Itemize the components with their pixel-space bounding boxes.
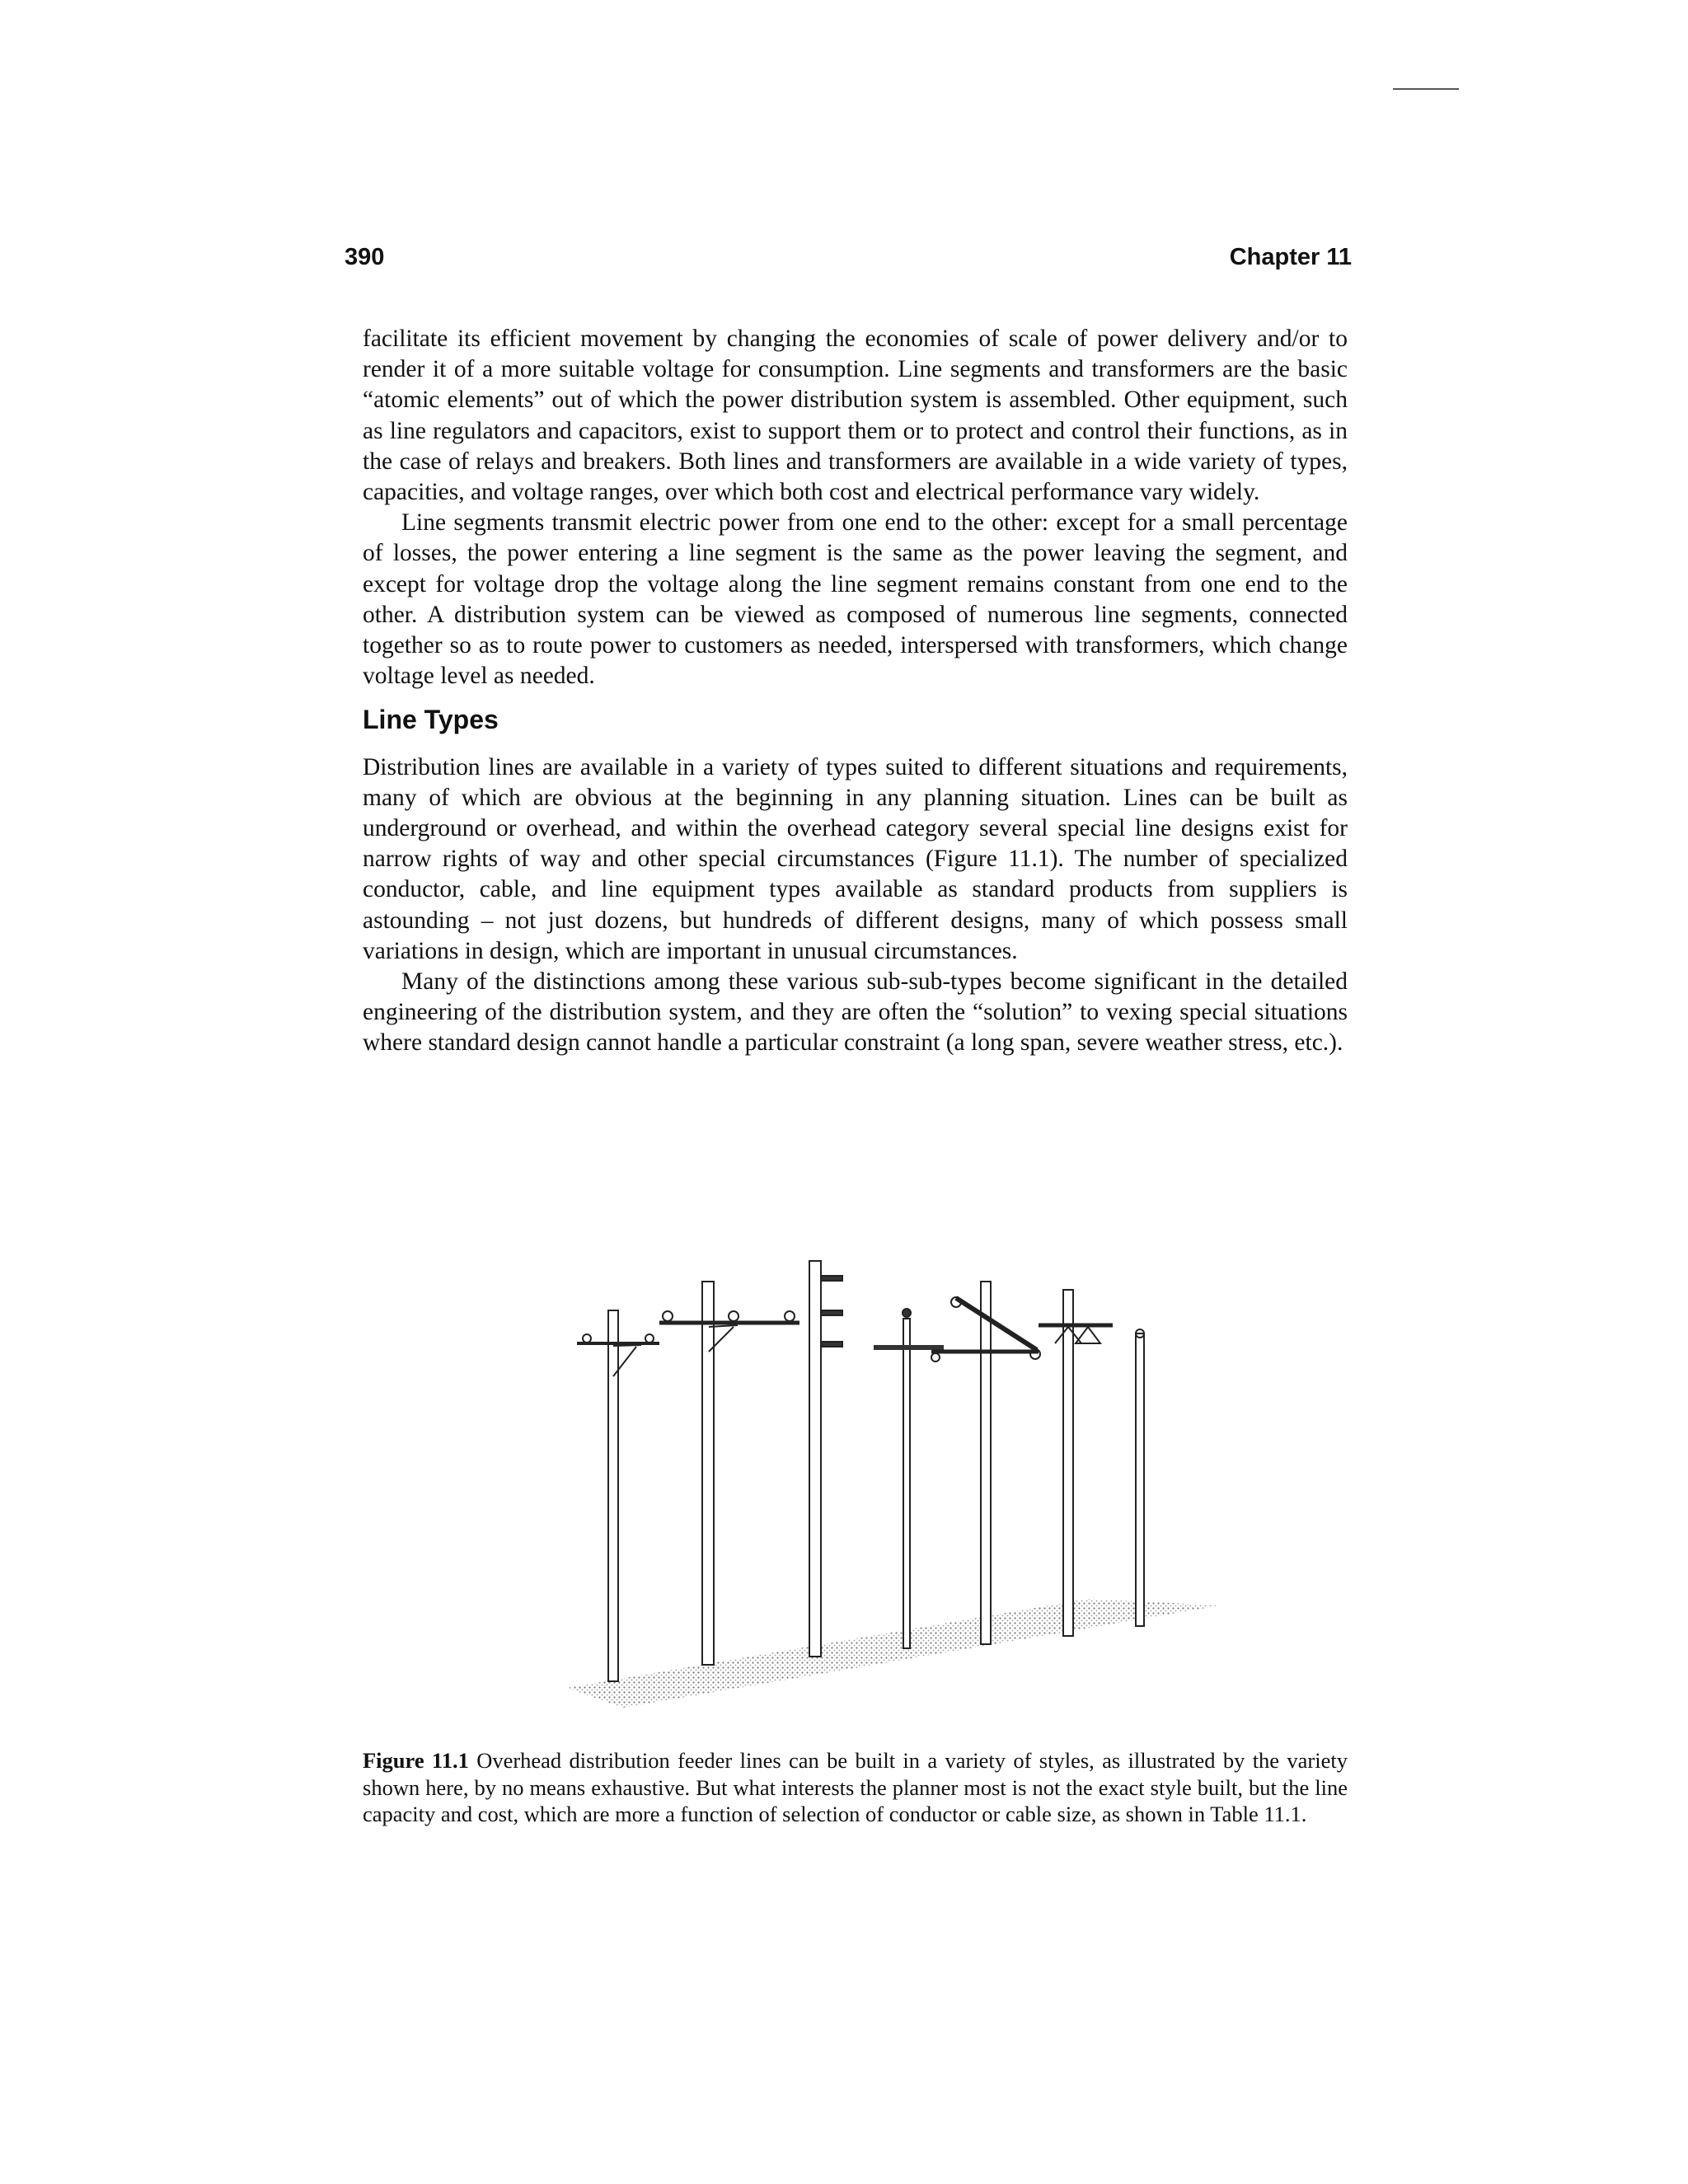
- paragraph-4: Many of the distinctions among these various sub-sub-types become significant in the detailed engineering of the distribution system, and they are often the “solution” to vexing special situations where standard design cannot handle a particular constraint (a long span, severe weather stress, etc.).: [363, 968, 1348, 1057]
- pole-5: [931, 1282, 1040, 1644]
- poles-illustration: [544, 1236, 1245, 1722]
- pole-4: [874, 1309, 944, 1648]
- pole-3: [809, 1261, 842, 1657]
- figure-caption: [363, 1747, 1348, 1828]
- page-number: 390: [345, 244, 385, 270]
- body-text: [363, 324, 1348, 1059]
- paragraph-3: Distribution lines are available in a variety of types suited to different situations and requirements, many of which are obvious at the beginning in any planning situation. Lines can be built as underground or overhead, and within the overhead category several special line designs exist for narrow rights of way and other special circumstances (Figure 11.1). The number of specialized conductor, cable, and line equipment types available as standard products from suppliers is astounding – not just dozens, but hundreds of different designs, many of which possess small variations in design, which are important in unusual circumstances.: [363, 753, 1348, 964]
- chapter-label: Chapter 11: [1229, 244, 1352, 270]
- figure-utility-poles: [544, 1236, 1245, 1722]
- section-heading: Line Types: [363, 705, 499, 735]
- paragraph-1: facilitate its efficient movement by changing the economies of scale of power delivery and/or to render it of a more suitable voltage for consumption. Line segments and transformers are the basic “atomic elements” out of which the power distribution system is assembled. Other equipment, such as line regulators and capacitors, exist to support them or to protect and control their functions, as in the case of relays and breakers. Both lines and transformers are available in a wide variety of types, capacities, and voltage ranges, over which both cost and electrical performance vary widely.: [363, 326, 1348, 506]
- top-edge-rule: [1393, 88, 1459, 90]
- paragraph-2: Line segments transmit electric power from one end to the other: except for a small percentage of losses, the power entering a line segment is the same as the power leaving the segment, and except for voltage drop the voltage along the line segment remains constant from one end to the other. A distribution system can be viewed as composed of numerous line segments, connected together so as to route power to customers as needed, interspersed with transformers, which change voltage level as needed.: [363, 509, 1348, 690]
- ground-strip: [567, 1599, 1220, 1708]
- caption-text: Overhead distribution feeder lines can be built in a variety of styles, as illustrated by the variety shown here, by no means exhaustive. But what interests the planner most is not the exact style built, but the line capacity and cost, which are more a function of selection of conductor or cable size, as shown in Table 11.1.: [363, 1748, 1348, 1826]
- pole-7: [1136, 1329, 1144, 1626]
- pole-2: [659, 1282, 799, 1665]
- page-header: [345, 244, 1352, 271]
- caption-label: Figure 11.1: [363, 1748, 469, 1773]
- pole-6: [1039, 1290, 1113, 1636]
- pole-1: [577, 1310, 659, 1681]
